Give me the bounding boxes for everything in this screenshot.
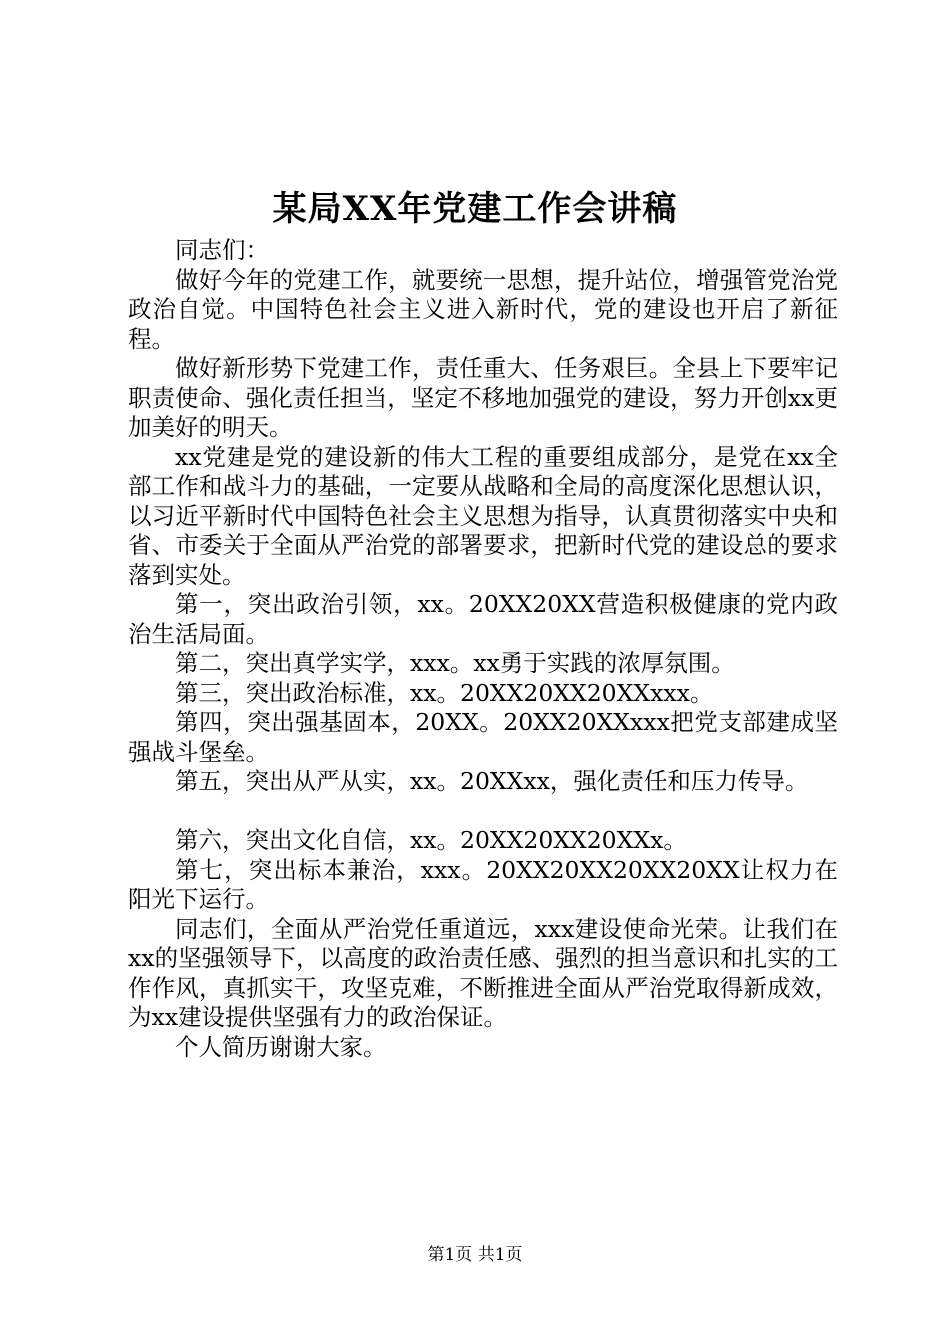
paragraph-greeting: 同志们： bbox=[175, 236, 269, 264]
paragraph-conclusion: 同志们，全面从严治党任重道远，xxx建设使命光荣。让我们在xx的坚强领导下，以高度的政治责任感、强烈的担当意识和扎实的工作作风，真抓实干，攻坚克难，不断推进全面从严治党取得新成效，为xx建设提供坚强有力的政治保证。 bbox=[128, 914, 838, 1031]
page-footer: 第1页 共1页 bbox=[427, 1245, 523, 1265]
document-title: 某局XX年党建工作会讲稿 bbox=[272, 189, 678, 229]
paragraph-point-7: 第七，突出标本兼治，xxx。20XX20XX20XX20XX让权力在阳光下运行。 bbox=[128, 855, 838, 913]
document-body bbox=[128, 236, 838, 1062]
paragraph: 做好新形势下党建工作，责任重大、任务艰巨。全县上下要牢记职责使命、强化责任担当，坚定不移地加强党的建设，努力开创xx更加美好的明天。 bbox=[128, 354, 838, 441]
paragraph-point-2: 第二，突出真学实学，xxx。xx勇于实践的浓厚氛围。 bbox=[175, 649, 735, 677]
paragraph: 做好今年的党建工作，就要统一思想，提升站位，增强管党治党政治自觉。中国特色社会主义进入新时代，党的建设也开启了新征程。 bbox=[128, 265, 838, 353]
paragraph-point-6: 第六，突出文化自信，xx。20XX20XX20XXx。 bbox=[175, 826, 687, 854]
paragraph-closing: 个人简历谢谢大家。 bbox=[175, 1032, 387, 1061]
paragraph-point-4: 第四，突出强基固本，20XX。20XX20XXxxx把党支部建成坚强战斗堡垒。 bbox=[128, 708, 838, 766]
paragraph: xx党建是党的建设新的伟大工程的重要组成部分，是党在xx全部工作和战斗力的基础，一定要从战略和全局的高度深化思想认识，以习近平新时代中国特色社会主义思想为指导，认真贯彻落实中央和省、市委关于全面从严治党的部署要求，把新时代党的建设总的要求落到实处。 bbox=[128, 442, 838, 589]
paragraph-point-5: 第五，突出从严从实，xx。20XXxx，强化责任和压力传导。 bbox=[175, 767, 809, 795]
paragraph-point-3: 第三，突出政治标准，xx。20XX20XX20XXxxx。 bbox=[175, 678, 714, 707]
paragraph-point-1: 第一，突出政治引领，xx。20XX20XX营造积极健康的党内政治生活局面。 bbox=[128, 590, 838, 648]
